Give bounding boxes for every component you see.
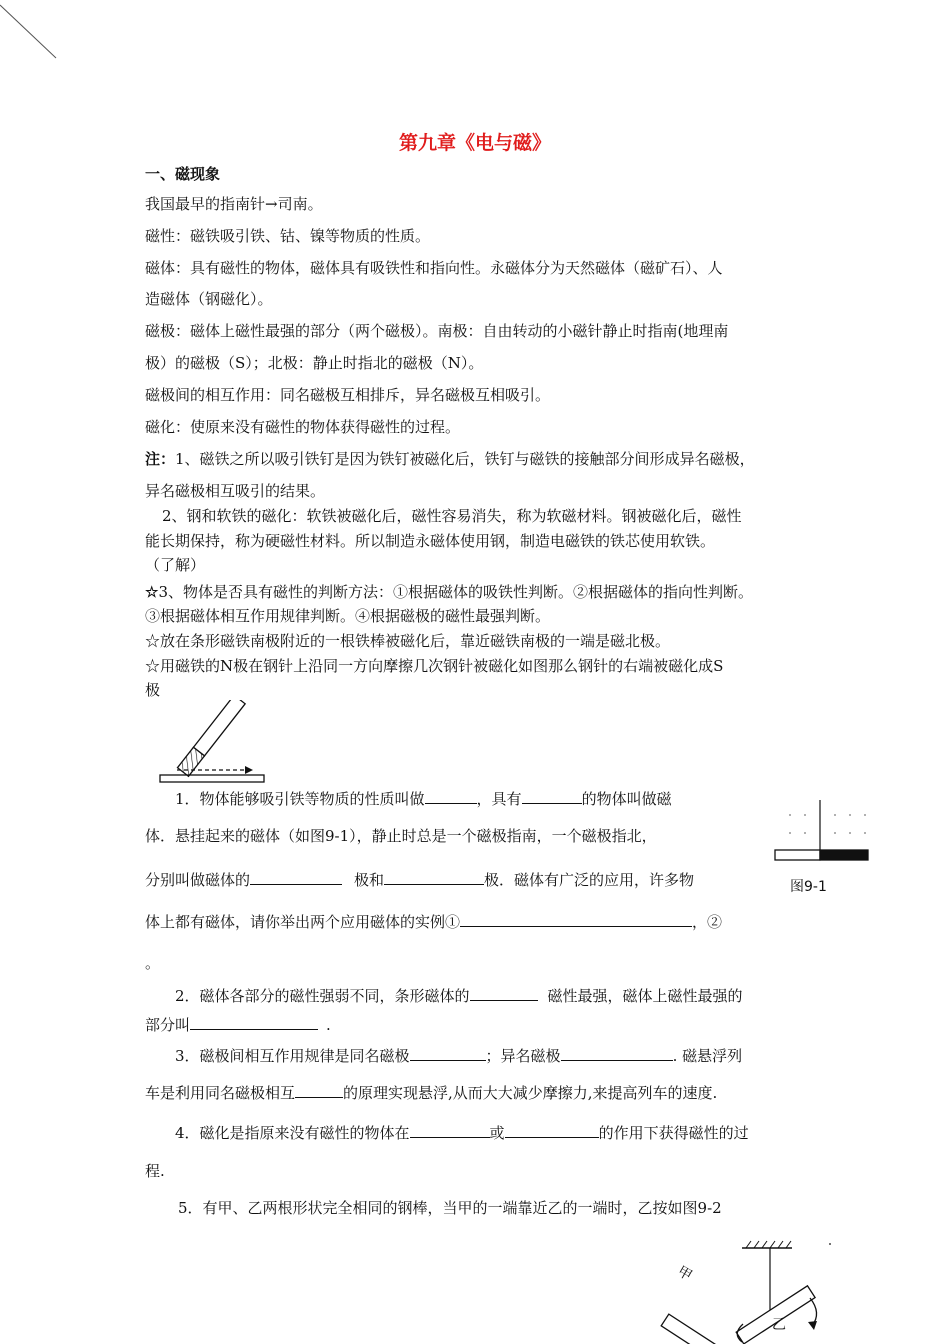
- question-1-line3: 分别叫做磁体的 极和 极．磁体有广泛的应用，许多物: [145, 871, 695, 889]
- arrow-head-icon: [245, 766, 253, 774]
- text-line: （了解）: [145, 556, 206, 574]
- text-line: 2、钢和软铁的磁化：软铁被磁化后，磁性容易消失，称为软磁材料。钢被磁化后，磁性: [162, 507, 742, 525]
- figure-9-1: [770, 795, 880, 870]
- figure-9-1-caption: 图9-1: [790, 879, 827, 895]
- question-1-end: 。: [145, 954, 161, 972]
- text-line: ☆用磁铁的N极在钢针上沿同一方向摩擦几次钢针被磁化如图那么钢针的右端被磁化成S: [145, 657, 724, 675]
- question-1-line4: 体上都有磁体，请你举出两个应用磁体的实例① ，②: [145, 913, 723, 931]
- steel-rod-jia: [661, 1314, 736, 1344]
- question-5-line1: 5．有甲、乙两根形状完全相同的钢棒，当甲的一端靠近乙的一端时，乙按如图9-2: [178, 1199, 722, 1217]
- question-4-line1: 4．磁化是指原来没有磁性的物体在 或 的作用下获得磁性的过: [175, 1124, 749, 1142]
- answer-blank[interactable]: [561, 1045, 673, 1061]
- text-line: ③根据磁体相互作用规律判断。④根据磁极的磁性最强判断。: [145, 607, 551, 625]
- star-text: 3、物体是否具有磁性的判断方法：①根据磁体的吸铁性判断。②根据磁体的指向性判断。: [158, 583, 754, 601]
- text-line: 能长期保持，称为硬磁性材料。所以制造永磁体使用钢，制造电磁铁的铁芯使用软铁。: [145, 532, 716, 550]
- question-3-line2: 车是利用同名磁极相互 的原理实现悬浮,从而大大减少摩擦力,来提高列车的速度.: [145, 1084, 718, 1102]
- answer-blank[interactable]: [470, 985, 538, 1001]
- question-1-line1: 1．物体能够吸引铁等物质的性质叫做 ，具有 的物体叫做磁: [175, 790, 672, 808]
- answer-blank[interactable]: [410, 1045, 486, 1061]
- question-4-line2: 程.: [145, 1162, 165, 1180]
- answer-blank[interactable]: [250, 869, 342, 885]
- corner-fold-line: [0, 0, 60, 60]
- answer-blank[interactable]: [505, 1122, 599, 1138]
- answer-blank[interactable]: [295, 1082, 343, 1098]
- text-line: 磁极：磁体上磁性最强的部分（两个磁极）。南极：自由转动的小磁针静止时指南(地理南: [145, 322, 729, 340]
- answer-blank[interactable]: [425, 788, 477, 804]
- text-line: 磁体：具有磁性的物体，磁体具有吸铁性和指向性。永磁体分为天然磁体（磁矿石）、人: [145, 259, 723, 277]
- section-heading: 一、磁现象: [145, 165, 221, 183]
- text-line: 极: [145, 681, 161, 699]
- answer-blank[interactable]: [460, 911, 692, 927]
- text-line: 我国最早的指南针→司南。: [145, 195, 323, 213]
- figure-9-2: [650, 1238, 850, 1344]
- answer-blank[interactable]: [522, 788, 582, 804]
- chapter-title: 第九章《电与磁》: [398, 132, 551, 154]
- text-line: 磁极间的相互作用：同名磁极互相排斥，异名磁极互相吸引。: [145, 386, 551, 404]
- magnet-rubbing-figure: [155, 700, 270, 790]
- text-line: 异名磁极相互吸引的结果。: [145, 482, 326, 500]
- note-line: [145, 449, 755, 469]
- text-line: 磁化：使原来没有磁性的物体获得磁性的过程。: [145, 418, 461, 436]
- bar-magnet-black-half: [820, 850, 868, 860]
- answer-blank[interactable]: [384, 869, 484, 885]
- rod-label-yi: 乙: [772, 1317, 786, 1333]
- star-prefix: ☆: [145, 583, 159, 601]
- star-line: [145, 582, 753, 602]
- dotted-background: [789, 814, 866, 834]
- text-line: ☆放在条形磁铁南极附近的一根铁棒被磁化后，靠近磁铁南极的一端是磁北极。: [145, 632, 671, 650]
- text-line: 磁性：磁铁吸引铁、钴、镍等物质的性质。: [145, 227, 431, 245]
- note-text: 1、磁铁之所以吸引铁钉是因为铁钉被磁化后，铁钉与磁铁的接触部分间形成异名磁极，: [175, 450, 755, 468]
- text-line: 造磁体（钢磁化）。: [145, 290, 273, 308]
- question-3-line1: 3．磁极间相互作用规律是同名磁极 ；异名磁极 . 磁悬浮列: [175, 1047, 743, 1065]
- bar-magnet-white-half: [775, 850, 820, 860]
- question-2-line2: 部分叫 .: [145, 1016, 331, 1034]
- answer-blank[interactable]: [410, 1122, 490, 1138]
- text-line: 极）的磁极（S）；北极：静止时指北的磁极（N）。: [145, 354, 484, 372]
- rod-label-jia: 甲: [674, 1263, 695, 1285]
- note-prefix: 注：: [145, 450, 176, 468]
- ceiling-hatch: [746, 1241, 791, 1248]
- question-2-line1: 2．磁体各部分的磁性强弱不同，条形磁体的 磁性最强，磁体上磁性最强的: [175, 987, 743, 1005]
- answer-blank[interactable]: [190, 1014, 318, 1030]
- magnet-body: [193, 700, 245, 756]
- question-1-line2: 体．悬挂起来的磁体（如图9-1），静止时总是一个磁极指南，一个磁极指北，: [145, 827, 657, 845]
- steel-needle: [160, 775, 264, 782]
